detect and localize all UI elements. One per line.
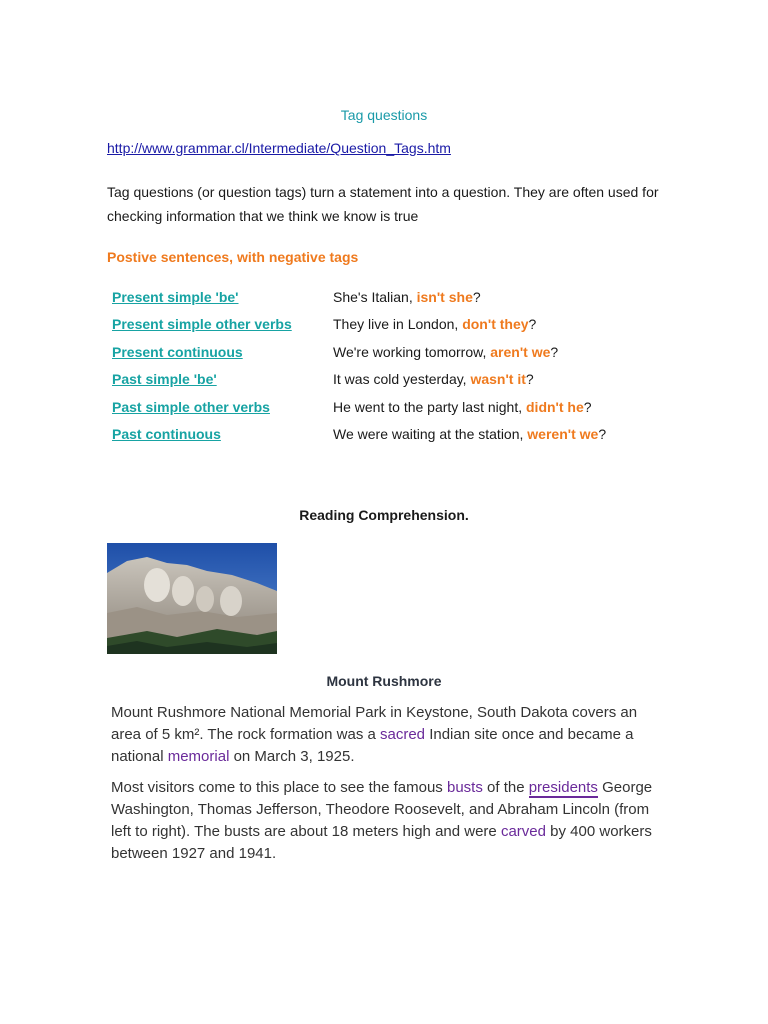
example-sentence: [333, 289, 481, 305]
text: Mount Rushmore National Memorial Park in Keystone, South Dakota covers an area of 5 km². The rock formation was a: [111, 704, 638, 743]
example-sentence: [333, 426, 606, 442]
vocabulary-word: carved: [500, 823, 546, 840]
grammar-category-link[interactable]: Present simple other verbs: [112, 316, 292, 332]
text: Most visitors come to this place to see the famous: [111, 779, 447, 796]
vocabulary-word: memorial: [167, 748, 230, 765]
mount-rushmore-photo: [107, 543, 277, 654]
statement: She's Italian,: [333, 289, 417, 305]
text: of the: [482, 779, 529, 796]
grammar-category-link[interactable]: Present simple 'be': [112, 289, 239, 305]
question-mark: ?: [598, 426, 607, 442]
question-tag: weren't we: [527, 426, 599, 442]
grammar-category-link[interactable]: Past simple 'be': [112, 371, 217, 387]
statement: We were waiting at the station,: [333, 426, 528, 442]
grammar-category-link[interactable]: Past continuous: [112, 426, 221, 442]
text: George Washington, Thomas Jefferson, Theodore Roosevelt, and Abraham Lincoln (from left to right). The busts are about 18 meters high and were: [111, 779, 653, 840]
question-mark: ?: [550, 344, 559, 360]
example-sentence: [333, 371, 534, 387]
section-heading: Postive sentences, with negative tags: [107, 249, 359, 265]
text: Indian site once and became a national: [111, 726, 634, 765]
example-sentence: [333, 399, 592, 415]
grammar-link[interactable]: http://www.grammar.cl/Intermediate/Question_Tags.htm: [107, 140, 451, 156]
question-mark: ?: [472, 289, 481, 305]
reading-heading: Reading Comprehension.: [299, 507, 469, 523]
vocabulary-word: sacred: [380, 726, 426, 743]
text: on March 3, 1925.: [229, 748, 355, 765]
question-tag: aren't we: [490, 344, 551, 360]
example-sentence: [333, 316, 536, 332]
question-tag: don't they: [462, 316, 529, 332]
text: by 400 workers between 1927 and 1941.: [111, 823, 652, 862]
question-mark: ?: [525, 371, 534, 387]
question-mark: ?: [583, 399, 592, 415]
statement: He went to the party last night,: [333, 399, 526, 415]
example-sentence: [333, 344, 558, 360]
question-tag: didn't he: [526, 399, 584, 415]
question-mark: ?: [528, 316, 537, 332]
statement: They live in London,: [333, 316, 463, 332]
vocabulary-word: busts: [446, 779, 483, 796]
article-paragraph: [111, 702, 667, 768]
intro-paragraph: Tag questions (or question tags) turn a statement into a question. They are often used for checking information that we think we know is true: [107, 184, 659, 224]
question-tag: isn't she: [416, 289, 473, 305]
article-paragraph: [111, 777, 667, 865]
question-tag: wasn't it: [470, 371, 526, 387]
document-title: Tag questions: [340, 107, 428, 123]
grammar-category-link[interactable]: Past simple other verbs: [112, 399, 270, 415]
article-title: Mount Rushmore: [326, 673, 442, 689]
grammar-category-link[interactable]: Present continuous: [112, 344, 243, 360]
statement: It was cold yesterday,: [333, 371, 471, 387]
vocabulary-link[interactable]: presidents: [528, 779, 598, 796]
statement: We're working tomorrow,: [333, 344, 491, 360]
